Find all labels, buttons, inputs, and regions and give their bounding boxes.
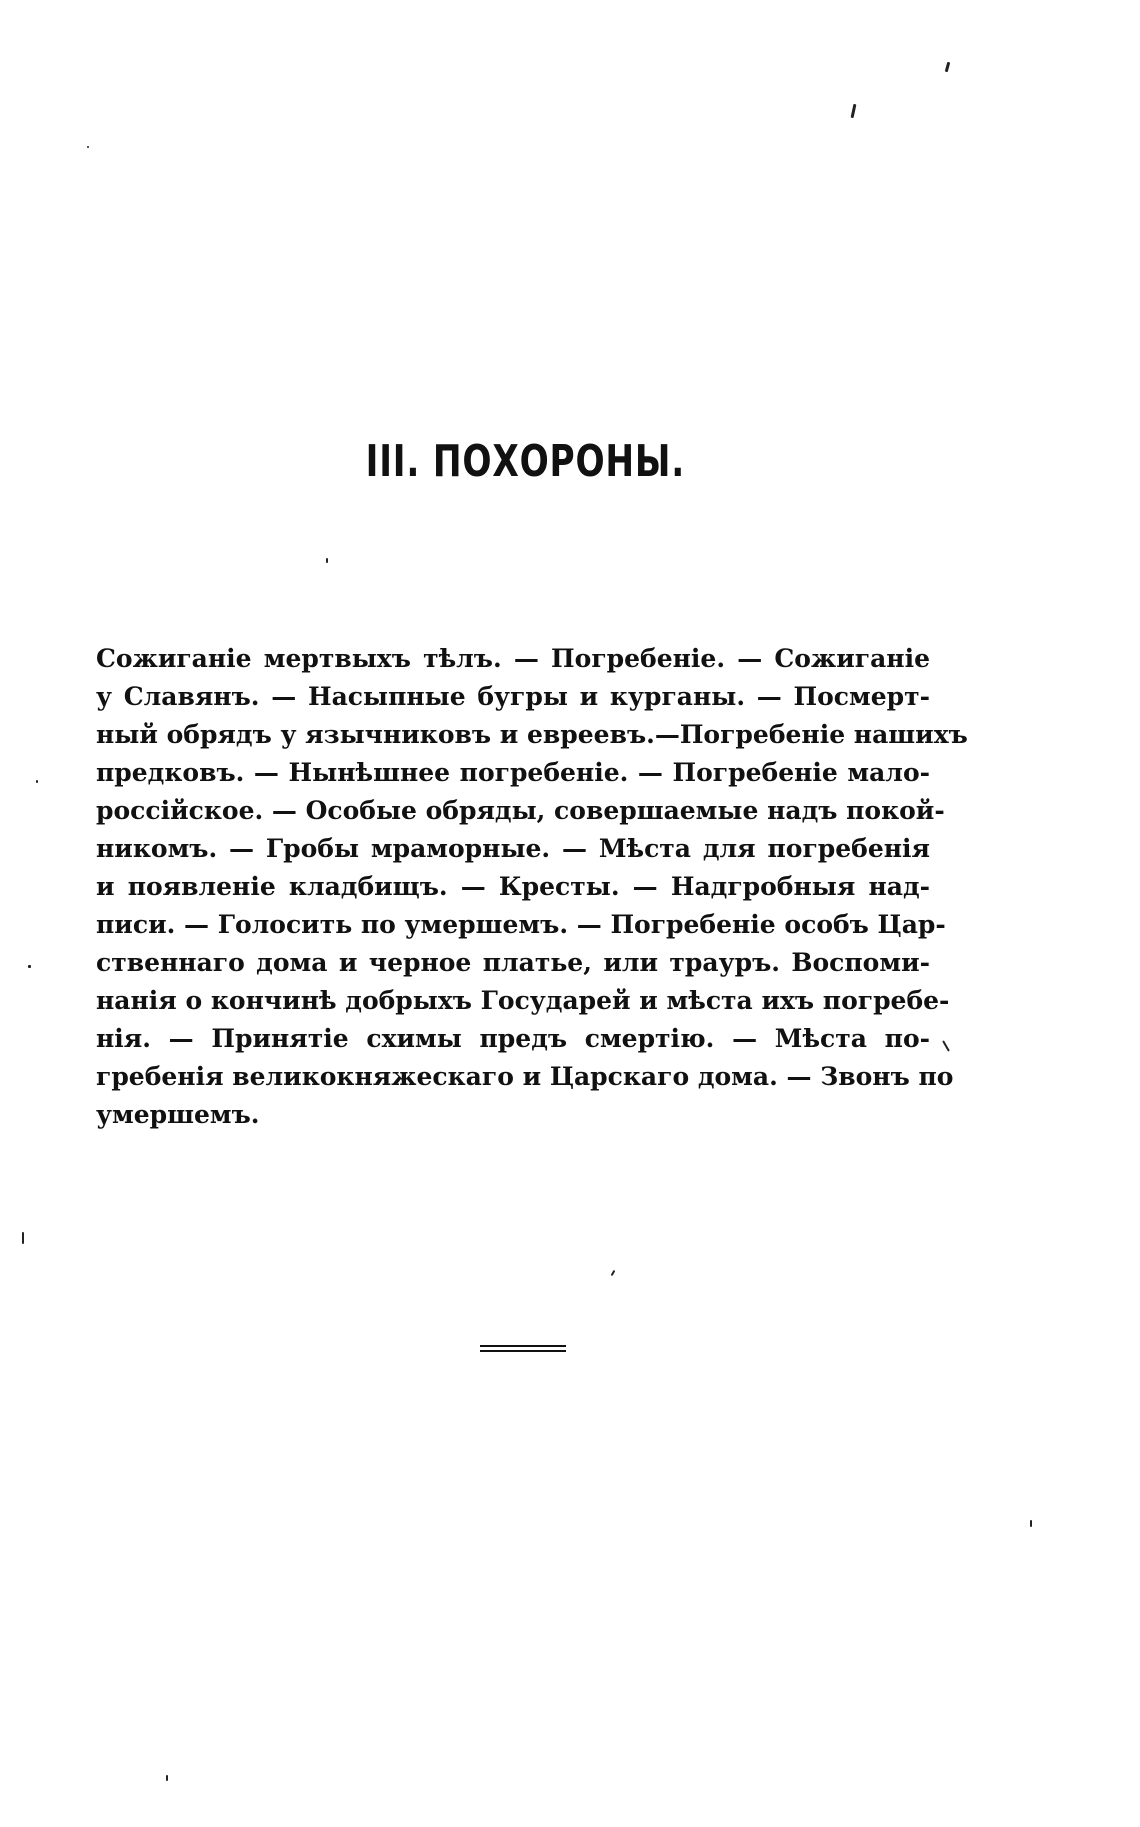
summary-line: россійское. — Особые обряды, совершаемые надъ покой- [96,796,945,825]
ornament-rule [480,1350,566,1352]
scan-speck [22,1232,24,1244]
scan-speck [326,558,328,563]
ornament-rule [480,1345,566,1347]
scan-speck [942,1040,950,1051]
summary-line: нанія о кончинѣ добрыхъ Государей и мѣста ихъ погребе- [96,986,950,1015]
summary-line: никомъ. — Гробы мраморные. — Мѣста для погребенія [96,834,930,863]
summary-line: умершемъ. [96,1100,260,1129]
summary-line: писи. — Голосить по умершемъ. — Погребеніе особъ Цар- [96,910,946,939]
summary-line: ный обрядъ у язычниковъ и евреевъ.—Погребеніе нашихъ [96,720,968,749]
summary-line: предковъ. — Нынѣшнее погребеніе. — Погребеніе мало- [96,758,930,787]
scan-speck [611,1270,616,1276]
chapter-summary [96,640,968,1134]
scan-speck [945,62,950,72]
scan-speck [36,780,38,783]
scan-speck [87,146,89,148]
summary-line: Сожиганіе мертвыхъ тѣлъ. — Погребеніе. — Сожиганіе [96,644,930,673]
summary-line: гребенія великокняжескаго и Царскаго дома. — Звонъ по [96,1062,954,1091]
double-rule-ornament [480,1345,566,1355]
summary-line: нія. — Принятіе схимы предъ смертію. — Мѣста по- [96,1024,930,1053]
summary-line: у Славянъ. — Насыпные бугры и курганы. — Посмерт- [96,682,930,711]
scan-speck [28,965,31,968]
chapter-title: III. ПОХОРОНЫ. [365,436,686,487]
scan-speck [166,1775,168,1781]
scan-speck [1030,1520,1032,1527]
summary-line: и появленіе кладбищъ. — Кресты. — Надгробныя над- [96,872,930,901]
summary-line: ственнаго дома и черное платье, или трауръ. Воспоми- [96,948,930,977]
scan-speck [851,104,857,118]
